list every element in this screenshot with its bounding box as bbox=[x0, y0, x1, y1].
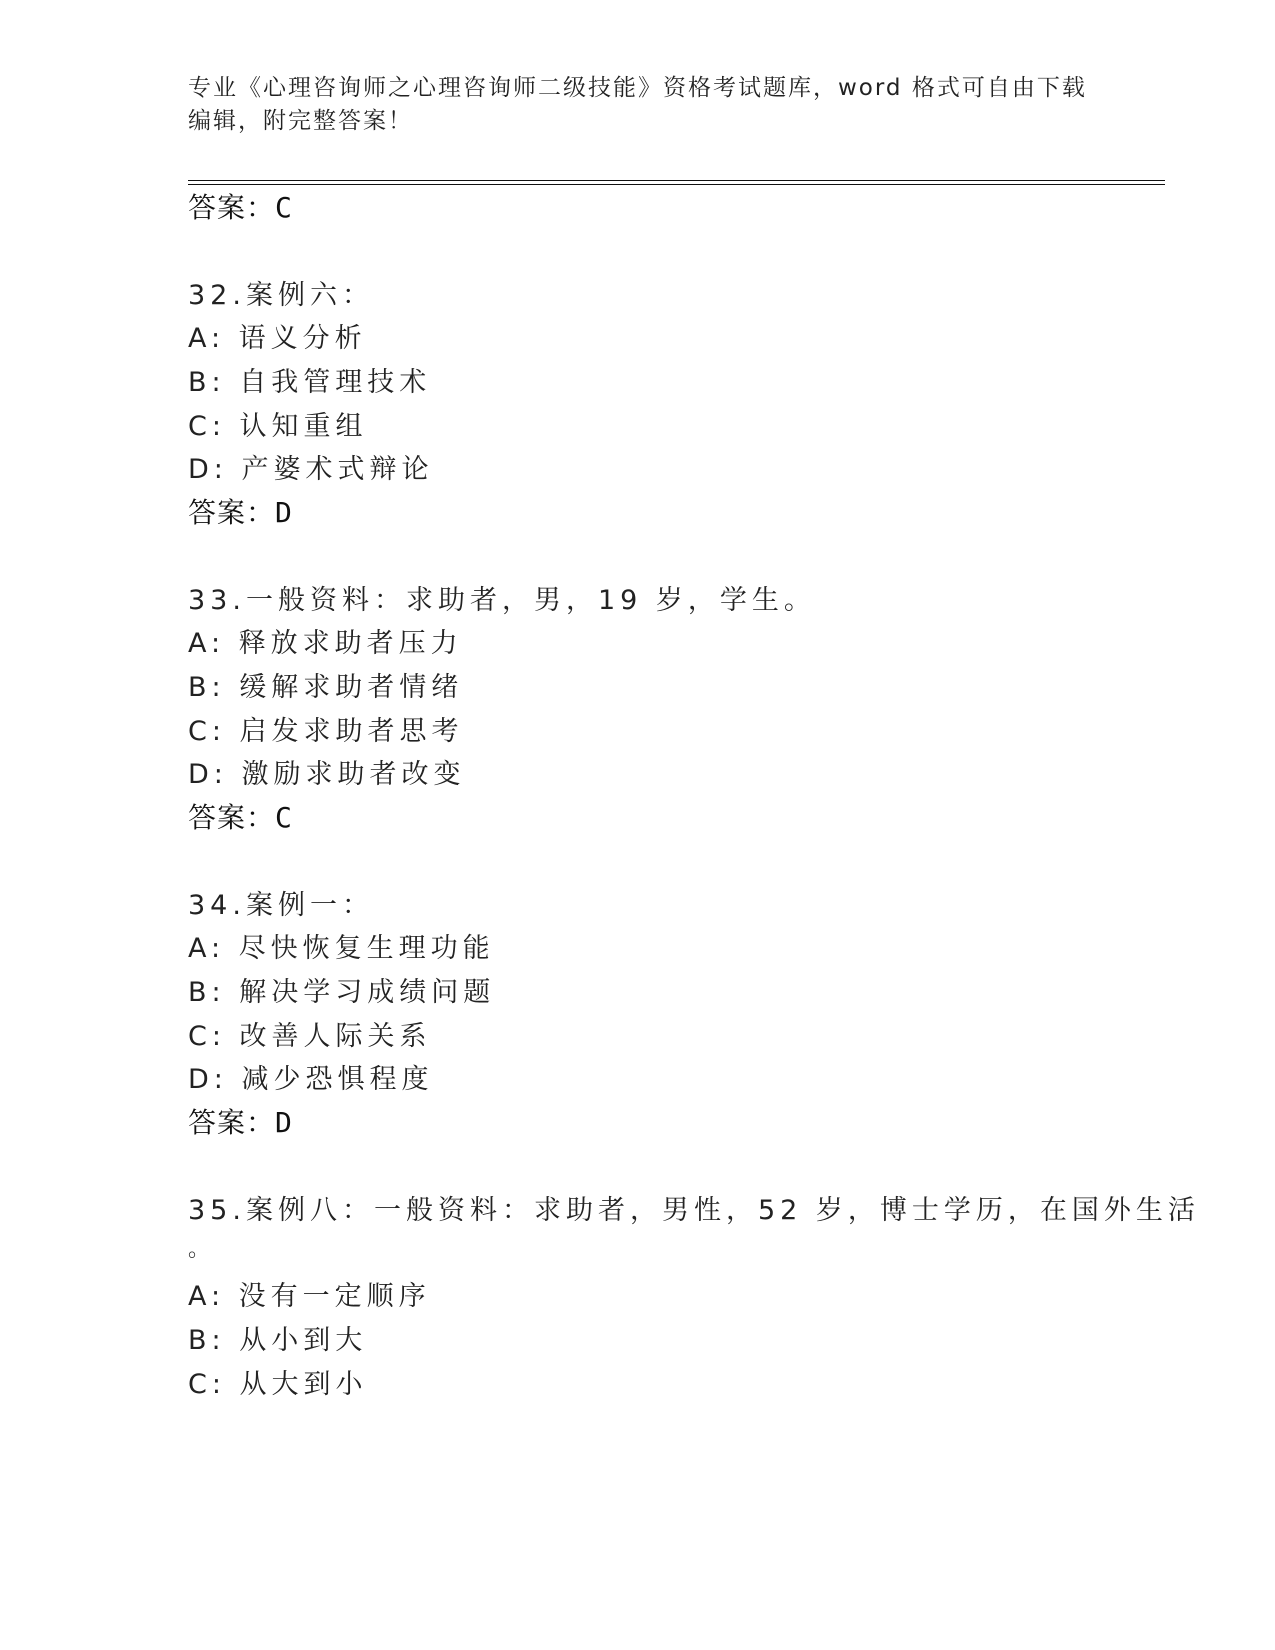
option-line: B: 从小到大 bbox=[188, 1325, 368, 1356]
answer-line bbox=[188, 491, 292, 531]
question-stem: 33.一般资料：求助者，男，19 岁，学生。 bbox=[188, 585, 816, 616]
option-line: D: 激励求助者改变 bbox=[188, 759, 466, 790]
option-line: A: 释放求助者压力 bbox=[188, 628, 463, 659]
option-line: C: 启发求助者思考 bbox=[188, 716, 464, 747]
answer-label: 答案： bbox=[188, 801, 276, 834]
option-line: C: 从大到小 bbox=[188, 1369, 368, 1400]
answer-line bbox=[188, 186, 292, 226]
question-stem: 34.案例一： bbox=[188, 890, 374, 921]
header-line-2: 编辑，附完整答案！ bbox=[188, 108, 413, 134]
question-stem: 35.案例八：一般资料：求助者，男性，52 岁，博士学历，在国外生活 bbox=[188, 1195, 1200, 1226]
option-line: C: 认知重组 bbox=[188, 411, 368, 442]
answer-value: D bbox=[275, 1106, 292, 1139]
option-line: B: 缓解求助者情绪 bbox=[188, 672, 464, 703]
answer-label: 答案： bbox=[188, 1106, 276, 1139]
answer-line bbox=[188, 796, 292, 836]
continuation-line: 。 bbox=[188, 1237, 216, 1262]
option-line: A: 语义分析 bbox=[188, 323, 367, 354]
option-line: D: 产婆术式辩论 bbox=[188, 454, 434, 485]
option-line: D: 减少恐惧程度 bbox=[188, 1064, 434, 1095]
option-line: B: 解决学习成绩问题 bbox=[188, 977, 496, 1008]
option-line: A: 没有一定顺序 bbox=[188, 1281, 431, 1312]
answer-value: D bbox=[275, 496, 292, 529]
answer-label: 答案： bbox=[188, 496, 276, 529]
header-divider-bottom bbox=[188, 184, 1165, 185]
header-line-1: 专业《心理咨询师之心理咨询师二级技能》资格考试题库，word 格式可自由下载 bbox=[188, 75, 1087, 101]
option-line: B: 自我管理技术 bbox=[188, 367, 432, 398]
option-line: C: 改善人际关系 bbox=[188, 1021, 432, 1052]
answer-value: C bbox=[275, 191, 292, 224]
document-header bbox=[188, 72, 1088, 138]
answer-value: C bbox=[275, 801, 292, 834]
header-divider-top bbox=[188, 180, 1165, 181]
answer-line bbox=[188, 1101, 292, 1141]
answer-label: 答案： bbox=[188, 191, 276, 224]
question-stem: 32.案例六： bbox=[188, 280, 374, 311]
option-line: A: 尽快恢复生理功能 bbox=[188, 933, 495, 964]
